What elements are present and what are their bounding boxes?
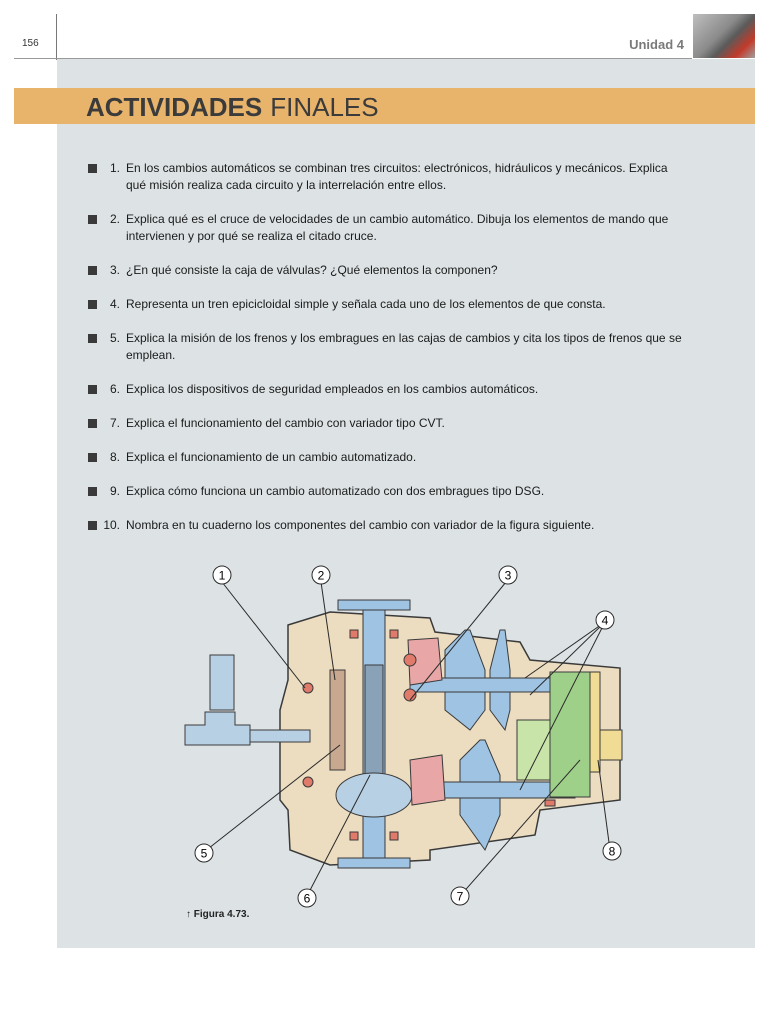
activity-text: Representa un tren epicicloidal simple y señala cada uno de los elementos de que consta.: [126, 297, 606, 311]
activity-text: En los cambios automáticos se combinan tres circuitos: electrónicos, hidráulicos y mecánicos. Explica qué misión realiza cada circuito y la interrelación entre ellos.: [126, 161, 668, 192]
activity-item: [86, 211, 690, 245]
callout-2: [312, 566, 330, 584]
shaft-cap-bottom: [338, 858, 410, 868]
activity-number: 8.: [109, 450, 120, 464]
callout-3: [499, 566, 517, 584]
bullet-square: [88, 164, 97, 173]
activity-item: [86, 330, 690, 364]
callout-1: [213, 566, 231, 584]
activity-number: 9.: [109, 484, 120, 498]
planetary-gear: [365, 665, 383, 775]
connector: [600, 730, 622, 760]
bullet-square: [88, 215, 97, 224]
activity-item: [86, 449, 690, 466]
callout-4: [596, 611, 614, 629]
activity-item: [86, 381, 690, 398]
bearing: [390, 832, 398, 840]
callout-label: 6: [303, 891, 311, 906]
figure-caption: [186, 909, 249, 920]
bullet-square: [88, 266, 97, 275]
control-module: [517, 720, 552, 780]
activity-text: Explica qué es el cruce de velocidades de un cambio automático. Dibuja los elementos de mando que intervienen y por qué se realiza el citado cruce.: [126, 212, 669, 243]
page-number: 156: [22, 38, 39, 49]
bullet-square: [88, 521, 97, 530]
section-title: [86, 92, 379, 122]
activity-text: Explica la misión de los frenos y los embragues en las cajas de cambios y cita los tipos de frenos que se emplean.: [126, 331, 682, 362]
activity-item: [86, 517, 690, 534]
caption-arrow-icon: ↑: [186, 909, 191, 920]
header-left-rule: [56, 14, 57, 60]
callout-label: 1: [218, 568, 226, 583]
activity-number: 5.: [109, 331, 120, 345]
bullet-square: [88, 453, 97, 462]
selector-rod: [210, 655, 234, 710]
bearing: [350, 832, 358, 840]
header-rule: [14, 58, 692, 59]
callout-label: 8: [608, 844, 616, 859]
callout-8: [603, 842, 621, 860]
activity-item: [86, 160, 690, 194]
cvt-gearbox-diagram: [180, 560, 640, 915]
activity-number: 10.: [103, 518, 120, 532]
section-title-light: FINALES: [270, 92, 379, 122]
pump-lower: [410, 755, 445, 805]
differential: [336, 773, 412, 817]
callout-6: [298, 889, 316, 907]
input-flange: [185, 712, 250, 745]
activity-number: 2.: [109, 212, 120, 226]
bullet-square: [88, 385, 97, 394]
bullet-square: [88, 487, 97, 496]
shaft-cap-top: [338, 600, 410, 610]
bearing: [303, 777, 313, 787]
callout-label: 2: [317, 568, 325, 583]
activity-text: Nombra en tu cuaderno los componentes del cambio con variador de la figura siguiente.: [126, 518, 595, 532]
activity-text: ¿En qué consiste la caja de válvulas? ¿Qué elementos la componen?: [126, 263, 498, 277]
activity-item: [86, 296, 690, 313]
callout-label: 7: [456, 889, 464, 904]
section-title-bold: ACTIVIDADES: [86, 92, 263, 122]
clutch-pack: [330, 670, 345, 770]
callout-label: 5: [200, 846, 208, 861]
activity-number: 4.: [109, 297, 120, 311]
unit-label: Unidad 4: [629, 37, 684, 52]
activity-number: 3.: [109, 263, 120, 277]
activity-item: [86, 262, 690, 279]
activity-text: Explica cómo funciona un cambio automatizado con dos embragues tipo DSG.: [126, 484, 545, 498]
activity-number: 1.: [109, 161, 120, 175]
activity-list: [86, 160, 690, 551]
activity-text: Explica los dispositivos de seguridad empleados en los cambios automáticos.: [126, 382, 539, 396]
bullet-square: [88, 419, 97, 428]
bearing: [545, 800, 555, 806]
activity-number: 7.: [109, 416, 120, 430]
sensor-block: [590, 672, 600, 772]
activity-text: Explica el funcionamiento del cambio con variador tipo CVT.: [126, 416, 445, 430]
callout-label: 4: [601, 613, 609, 628]
bearing: [404, 654, 416, 666]
bullet-square: [88, 300, 97, 309]
caption-text: Figura 4.73.: [193, 909, 250, 920]
activity-item: [86, 483, 690, 500]
bullet-square: [88, 334, 97, 343]
activity-text: Explica el funcionamiento de un cambio automatizado.: [126, 450, 417, 464]
bearing: [350, 630, 358, 638]
callout-label: 3: [504, 568, 512, 583]
callout-5: [195, 844, 213, 862]
activity-item: [86, 415, 690, 432]
unit-thumbnail-image: [693, 14, 755, 58]
activity-number: 6.: [109, 382, 120, 396]
callout-7: [451, 887, 469, 905]
bearing: [390, 630, 398, 638]
